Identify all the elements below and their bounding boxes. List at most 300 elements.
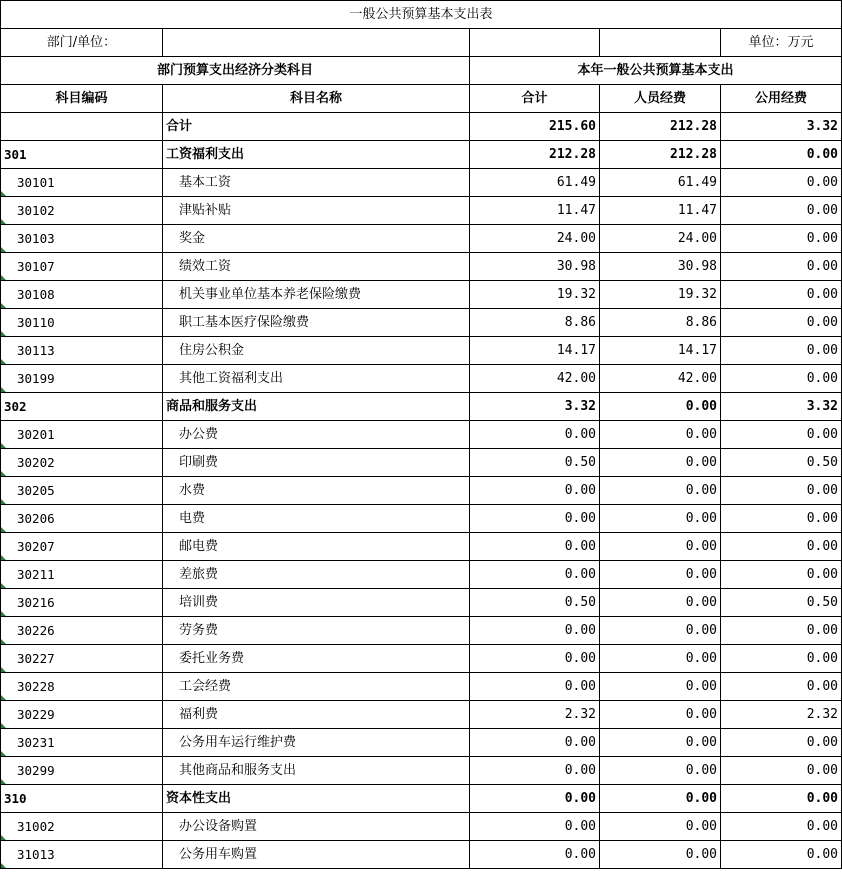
row-name-cell[interactable] [163, 309, 470, 337]
row-name-cell-text: 合计 [166, 119, 193, 134]
table-row [1, 169, 842, 197]
row-public-cell[interactable] [721, 113, 842, 141]
table-row [1, 253, 842, 281]
row-code-cell-text: 30211 [17, 567, 55, 582]
text-number-marker-icon [1, 695, 6, 700]
row-name-cell[interactable] [163, 477, 470, 505]
text-number-marker-icon [1, 471, 6, 476]
row-total-cell-text: 0.00 [564, 623, 596, 638]
row-personnel-cell-text: 0.00 [685, 511, 717, 526]
row-code-cell[interactable] [1, 645, 163, 673]
row-personnel-cell[interactable] [600, 757, 721, 785]
row-code-cell[interactable] [1, 505, 163, 533]
row-public-cell[interactable] [721, 617, 842, 645]
row-total-cell-text: 61.49 [556, 175, 596, 190]
row-code-cell-text: 30108 [17, 287, 55, 302]
table-row [1, 309, 842, 337]
sheet-title[interactable]: 一般公共预算基本支出表 [1, 1, 842, 29]
text-number-marker-icon [1, 275, 6, 280]
row-public-cell[interactable] [721, 421, 842, 449]
row-code-cell[interactable] [1, 365, 163, 393]
row-personnel-cell-text: 42.00 [677, 371, 717, 386]
row-public-cell[interactable] [721, 197, 842, 225]
row-public-cell[interactable] [721, 309, 842, 337]
row-name-cell-text: 住房公积金 [179, 343, 245, 358]
row-name-cell[interactable] [163, 505, 470, 533]
meta-row [1, 29, 842, 57]
row-code-cell-text: 30102 [17, 203, 55, 218]
row-personnel-cell[interactable] [600, 113, 721, 141]
row-name-cell[interactable] [163, 253, 470, 281]
row-code-cell-text: 30231 [17, 735, 55, 750]
row-name-cell[interactable] [163, 393, 470, 421]
row-total-cell[interactable] [470, 141, 600, 169]
unit-label[interactable]: 单位：万元 [721, 29, 842, 57]
group-header-left[interactable]: 部门预算支出经济分类科目 [1, 57, 470, 85]
row-public-cell-text: 0.00 [806, 287, 839, 302]
table-row [1, 533, 842, 561]
group-header-row [1, 57, 842, 85]
row-public-cell[interactable] [721, 645, 842, 673]
text-number-marker-icon [1, 191, 6, 196]
row-name-cell-text: 福利费 [179, 707, 219, 722]
row-code-cell-text: 30103 [17, 231, 55, 246]
text-number-marker-icon [1, 303, 6, 308]
table-row [1, 701, 842, 729]
row-name-cell[interactable] [163, 281, 470, 309]
row-code-cell[interactable] [1, 393, 163, 421]
table-row [1, 813, 842, 841]
row-personnel-cell[interactable] [600, 337, 721, 365]
table-row [1, 421, 842, 449]
row-total-cell[interactable] [470, 365, 600, 393]
row-total-cell-text: 19.32 [556, 287, 596, 302]
row-personnel-cell[interactable] [600, 421, 721, 449]
row-personnel-cell[interactable] [600, 197, 721, 225]
row-code-cell-text: 30199 [17, 371, 55, 386]
table-row [1, 393, 842, 421]
row-code-cell[interactable] [1, 477, 163, 505]
row-public-cell-text: 0.00 [806, 567, 839, 582]
row-code-cell[interactable] [1, 113, 163, 141]
row-personnel-cell-text: 0.00 [685, 847, 717, 862]
text-number-marker-icon [1, 387, 6, 392]
row-total-cell-text: 212.28 [549, 147, 596, 162]
row-personnel-cell-text: 8.86 [685, 315, 717, 330]
row-code-cell[interactable] [1, 589, 163, 617]
row-personnel-cell[interactable] [600, 645, 721, 673]
row-name-cell[interactable] [163, 729, 470, 757]
text-number-marker-icon [1, 639, 6, 644]
row-code-cell[interactable] [1, 169, 163, 197]
row-code-cell[interactable] [1, 673, 163, 701]
row-code-cell-text: 30207 [17, 539, 55, 554]
text-number-marker-icon [1, 583, 6, 588]
row-name-cell[interactable] [163, 841, 470, 869]
col-header-code[interactable]: 科目编码 [1, 85, 163, 113]
text-number-marker-icon [1, 527, 6, 532]
row-total-cell[interactable] [470, 561, 600, 589]
row-name-cell[interactable] [163, 589, 470, 617]
row-personnel-cell[interactable] [600, 561, 721, 589]
row-total-cell-text: 11.47 [556, 203, 596, 218]
row-total-cell[interactable] [470, 505, 600, 533]
row-code-cell[interactable] [1, 309, 163, 337]
row-total-cell[interactable] [470, 757, 600, 785]
row-public-cell-text: 0.00 [806, 679, 839, 694]
table-row [1, 225, 842, 253]
row-total-cell-text: 14.17 [556, 343, 596, 358]
row-public-cell-text: 2.32 [806, 707, 839, 722]
row-name-cell-text: 公务用车运行维护费 [179, 735, 297, 750]
row-total-cell[interactable] [470, 309, 600, 337]
row-name-cell-text: 奖金 [179, 231, 206, 246]
row-public-cell-text: 0.50 [806, 455, 839, 470]
row-name-cell[interactable] [163, 421, 470, 449]
row-code-cell-text: 31013 [17, 847, 55, 862]
row-code-cell-text: 30299 [17, 763, 55, 778]
row-total-cell[interactable] [470, 533, 600, 561]
row-code-cell[interactable] [1, 141, 163, 169]
row-name-cell[interactable] [163, 141, 470, 169]
row-name-cell-text: 其他商品和服务支出 [179, 763, 297, 778]
row-public-cell[interactable] [721, 393, 842, 421]
row-total-cell[interactable] [470, 785, 600, 813]
row-total-cell-text: 0.00 [564, 819, 596, 834]
row-public-cell-text: 0.50 [806, 595, 839, 610]
row-total-cell-text: 3.32 [564, 399, 596, 414]
row-personnel-cell-text: 0.00 [685, 679, 717, 694]
row-total-cell[interactable] [470, 645, 600, 673]
table-row [1, 505, 842, 533]
row-public-cell[interactable] [721, 701, 842, 729]
row-name-cell-text: 工会经费 [179, 679, 232, 694]
row-public-cell-text: 0.00 [806, 819, 839, 834]
row-name-cell[interactable] [163, 813, 470, 841]
row-personnel-cell-text: 0.00 [685, 595, 717, 610]
col-header-total[interactable]: 合计 [470, 85, 600, 113]
row-personnel-cell-text: 0.00 [685, 819, 717, 834]
row-total-cell-text: 0.00 [564, 567, 596, 582]
row-personnel-cell[interactable] [600, 729, 721, 757]
row-name-cell[interactable] [163, 757, 470, 785]
row-public-cell[interactable] [721, 449, 842, 477]
meta-empty-cell-2[interactable] [600, 29, 721, 57]
row-public-cell[interactable] [721, 225, 842, 253]
row-public-cell[interactable] [721, 141, 842, 169]
row-code-cell[interactable] [1, 561, 163, 589]
row-name-cell-text: 其他工资福利支出 [179, 371, 284, 386]
row-public-cell[interactable] [721, 841, 842, 869]
row-public-cell[interactable] [721, 169, 842, 197]
row-personnel-cell[interactable] [600, 617, 721, 645]
dept-label[interactable]: 部门/单位： [1, 29, 163, 57]
col-header-public[interactable]: 公用经费 [721, 85, 842, 113]
row-code-cell-text: 30110 [17, 315, 55, 330]
row-personnel-cell[interactable] [600, 141, 721, 169]
row-personnel-cell[interactable] [600, 505, 721, 533]
row-public-cell[interactable] [721, 561, 842, 589]
table-row [1, 729, 842, 757]
row-code-cell[interactable] [1, 533, 163, 561]
row-code-cell[interactable] [1, 281, 163, 309]
row-code-cell[interactable] [1, 225, 163, 253]
row-personnel-cell-text: 0.00 [685, 427, 717, 442]
row-personnel-cell[interactable] [600, 477, 721, 505]
row-personnel-cell[interactable] [600, 169, 721, 197]
row-name-cell-text: 资本性支出 [166, 791, 232, 806]
table-row [1, 757, 842, 785]
row-public-cell[interactable] [721, 365, 842, 393]
row-name-cell[interactable] [163, 645, 470, 673]
row-personnel-cell[interactable] [600, 673, 721, 701]
row-personnel-cell[interactable] [600, 253, 721, 281]
row-name-cell-text: 基本工资 [179, 175, 232, 190]
table-row [1, 197, 842, 225]
row-name-cell-text: 邮电费 [179, 539, 219, 554]
row-personnel-cell[interactable] [600, 365, 721, 393]
row-personnel-cell-text: 212.28 [670, 147, 717, 162]
row-total-cell-text: 0.00 [564, 511, 596, 526]
row-personnel-cell[interactable] [600, 393, 721, 421]
row-code-cell[interactable] [1, 813, 163, 841]
row-code-cell[interactable] [1, 701, 163, 729]
row-public-cell-text: 0.00 [806, 231, 839, 246]
row-code-cell-text: 30226 [17, 623, 55, 638]
row-personnel-cell-text: 0.00 [685, 623, 717, 638]
row-public-cell-text: 3.32 [806, 119, 839, 134]
row-public-cell[interactable] [721, 253, 842, 281]
row-name-cell[interactable] [163, 561, 470, 589]
row-total-cell-text: 0.00 [564, 427, 596, 442]
table-row [1, 337, 842, 365]
table-row [1, 841, 842, 869]
row-code-cell[interactable] [1, 617, 163, 645]
row-name-cell-text: 津贴补贴 [179, 203, 232, 218]
row-public-cell-text: 0.00 [806, 483, 839, 498]
row-name-cell[interactable] [163, 785, 470, 813]
row-name-cell-text: 办公费 [179, 427, 219, 442]
text-number-marker-icon [1, 247, 6, 252]
row-public-cell-text: 0.00 [806, 651, 839, 666]
row-name-cell-text: 委托业务费 [179, 651, 245, 666]
row-total-cell[interactable] [470, 813, 600, 841]
row-personnel-cell-text: 24.00 [677, 231, 717, 246]
row-name-cell[interactable] [163, 197, 470, 225]
row-name-cell[interactable] [163, 113, 470, 141]
row-name-cell-text: 商品和服务支出 [166, 399, 258, 414]
title-row [1, 1, 842, 29]
row-public-cell-text: 0.00 [806, 791, 839, 806]
row-personnel-cell[interactable] [600, 701, 721, 729]
row-total-cell[interactable] [470, 617, 600, 645]
row-total-cell[interactable] [470, 337, 600, 365]
row-name-cell[interactable] [163, 533, 470, 561]
table-row [1, 589, 842, 617]
row-code-cell-text: 30101 [17, 175, 55, 190]
row-code-cell[interactable] [1, 757, 163, 785]
row-personnel-cell[interactable] [600, 841, 721, 869]
row-total-cell-text: 0.00 [564, 679, 596, 694]
row-name-cell[interactable] [163, 701, 470, 729]
row-total-cell-text: 24.00 [556, 231, 596, 246]
row-code-cell-text: 30202 [17, 455, 55, 470]
column-header-row [1, 85, 842, 113]
row-code-cell[interactable] [1, 197, 163, 225]
row-personnel-cell-text: 212.28 [670, 119, 717, 134]
row-code-cell-text: 310 [4, 791, 27, 806]
row-name-cell-text: 绩效工资 [179, 259, 232, 274]
row-total-cell-text: 0.00 [564, 539, 596, 554]
row-personnel-cell[interactable] [600, 533, 721, 561]
row-personnel-cell-text: 0.00 [685, 735, 717, 750]
row-personnel-cell-text: 0.00 [685, 399, 717, 414]
row-name-cell-text: 差旅费 [179, 567, 219, 582]
row-personnel-cell-text: 0.00 [685, 763, 717, 778]
row-code-cell-text: 30206 [17, 511, 55, 526]
row-total-cell-text: 0.00 [564, 791, 596, 806]
text-number-marker-icon [1, 835, 6, 840]
row-public-cell[interactable] [721, 281, 842, 309]
row-total-cell[interactable] [470, 841, 600, 869]
row-name-cell-text: 办公设备购置 [179, 819, 258, 834]
row-total-cell[interactable] [470, 393, 600, 421]
meta-empty-cell-1[interactable] [470, 29, 600, 57]
row-total-cell-text: 0.00 [564, 483, 596, 498]
text-number-marker-icon [1, 555, 6, 560]
text-number-marker-icon [1, 443, 6, 448]
row-public-cell[interactable] [721, 757, 842, 785]
row-code-cell-text: 30216 [17, 595, 55, 610]
row-code-cell[interactable] [1, 729, 163, 757]
row-code-cell-text: 30107 [17, 259, 55, 274]
text-number-marker-icon [1, 667, 6, 672]
row-total-cell[interactable] [470, 225, 600, 253]
row-personnel-cell-text: 0.00 [685, 483, 717, 498]
row-total-cell[interactable] [470, 449, 600, 477]
row-code-cell[interactable] [1, 449, 163, 477]
row-public-cell[interactable] [721, 533, 842, 561]
row-personnel-cell-text: 61.49 [677, 175, 717, 190]
row-total-cell[interactable] [470, 729, 600, 757]
row-total-cell[interactable] [470, 281, 600, 309]
row-name-cell-text: 职工基本医疗保险缴费 [179, 315, 310, 330]
row-public-cell[interactable] [721, 477, 842, 505]
row-total-cell[interactable] [470, 589, 600, 617]
dept-value-cell[interactable] [163, 29, 470, 57]
row-public-cell-text: 0.00 [806, 315, 839, 330]
row-public-cell-text: 0.00 [806, 623, 839, 638]
row-total-cell-text: 0.00 [564, 735, 596, 750]
row-code-cell[interactable] [1, 841, 163, 869]
row-public-cell[interactable] [721, 589, 842, 617]
table-row [1, 617, 842, 645]
table-row [1, 113, 842, 141]
row-total-cell[interactable] [470, 421, 600, 449]
row-public-cell[interactable] [721, 673, 842, 701]
table-row [1, 477, 842, 505]
row-public-cell[interactable] [721, 785, 842, 813]
table-row [1, 365, 842, 393]
row-public-cell[interactable] [721, 337, 842, 365]
row-total-cell[interactable] [470, 701, 600, 729]
row-total-cell-text: 8.86 [564, 315, 596, 330]
row-personnel-cell[interactable] [600, 281, 721, 309]
row-total-cell-text: 0.50 [564, 595, 596, 610]
row-code-cell[interactable] [1, 253, 163, 281]
row-name-cell[interactable] [163, 225, 470, 253]
row-name-cell-text: 培训费 [179, 595, 219, 610]
text-number-marker-icon [1, 751, 6, 756]
row-personnel-cell-text: 0.00 [685, 651, 717, 666]
row-public-cell-text: 0.00 [806, 847, 839, 862]
text-number-marker-icon [1, 331, 6, 336]
row-personnel-cell[interactable] [600, 225, 721, 253]
row-code-cell[interactable] [1, 785, 163, 813]
text-number-marker-icon [1, 219, 6, 224]
row-name-cell[interactable] [163, 617, 470, 645]
row-name-cell[interactable] [163, 169, 470, 197]
row-public-cell-text: 0.00 [806, 427, 839, 442]
row-personnel-cell[interactable] [600, 813, 721, 841]
row-personnel-cell-text: 11.47 [677, 203, 717, 218]
row-name-cell[interactable] [163, 365, 470, 393]
row-public-cell-text: 0.00 [806, 371, 839, 386]
row-name-cell-text: 印刷费 [179, 455, 219, 470]
row-public-cell[interactable] [721, 505, 842, 533]
row-name-cell[interactable] [163, 449, 470, 477]
row-name-cell[interactable] [163, 673, 470, 701]
row-personnel-cell[interactable] [600, 309, 721, 337]
row-personnel-cell[interactable] [600, 589, 721, 617]
table-row [1, 785, 842, 813]
row-personnel-cell-text: 19.32 [677, 287, 717, 302]
row-total-cell-text: 0.00 [564, 763, 596, 778]
row-total-cell[interactable] [470, 673, 600, 701]
row-total-cell[interactable] [470, 113, 600, 141]
row-personnel-cell-text: 0.00 [685, 707, 717, 722]
row-total-cell[interactable] [470, 169, 600, 197]
row-public-cell-text: 0.00 [806, 539, 839, 554]
row-code-cell[interactable] [1, 421, 163, 449]
row-total-cell-text: 215.60 [549, 119, 596, 134]
row-personnel-cell[interactable] [600, 449, 721, 477]
row-public-cell-text: 0.00 [806, 511, 839, 526]
row-personnel-cell-text: 14.17 [677, 343, 717, 358]
row-total-cell-text: 30.98 [556, 259, 596, 274]
table-row [1, 281, 842, 309]
col-header-name[interactable]: 科目名称 [163, 85, 470, 113]
row-total-cell[interactable] [470, 197, 600, 225]
row-total-cell[interactable] [470, 477, 600, 505]
col-header-personnel[interactable]: 人员经费 [600, 85, 721, 113]
row-total-cell[interactable] [470, 253, 600, 281]
row-public-cell-text: 0.00 [806, 259, 839, 274]
row-public-cell-text: 0.00 [806, 735, 839, 750]
row-personnel-cell[interactable] [600, 785, 721, 813]
row-code-cell-text: 30201 [17, 427, 55, 442]
row-code-cell-text: 302 [4, 399, 27, 414]
row-name-cell[interactable] [163, 337, 470, 365]
group-header-right[interactable]: 本年一般公共预算基本支出 [470, 57, 842, 85]
row-code-cell-text: 30228 [17, 679, 55, 694]
row-code-cell[interactable] [1, 337, 163, 365]
row-total-cell-text: 0.00 [564, 847, 596, 862]
row-public-cell[interactable] [721, 813, 842, 841]
row-public-cell[interactable] [721, 729, 842, 757]
row-public-cell-text: 0.00 [806, 147, 839, 162]
row-personnel-cell-text: 0.00 [685, 455, 717, 470]
